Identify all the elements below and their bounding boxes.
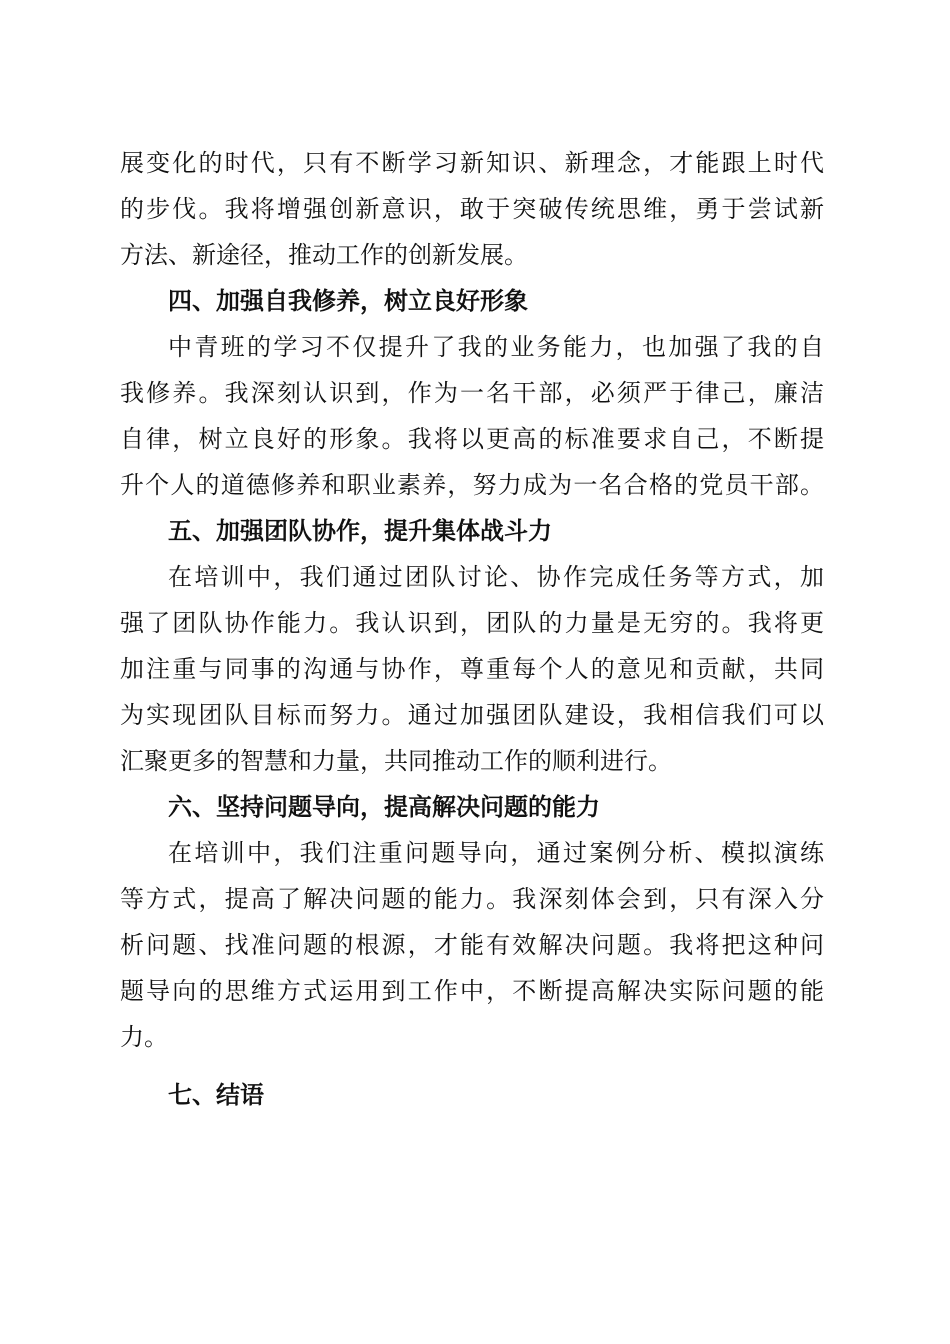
paragraph-line: 在培训中，我们注重问题导向，通过案例分析、模拟演练 [168,839,824,867]
paragraph-line: 在培训中，我们通过团队讨论、协作完成任务等方式，加 [168,563,824,591]
paragraph-line: 我修养。我深刻认识到，作为一名干部，必须严于律己，廉洁 [120,379,824,407]
paragraph [120,830,824,1060]
paragraph [120,324,824,508]
paragraph-line: 为实现团队目标而努力。通过加强团队建设，我相信我们可以 [120,701,824,729]
paragraph-line: 等方式，提高了解决问题的能力。我深刻体会到，只有深入分 [120,885,824,913]
section-heading: 四、加强自我修养，树立良好形象 [168,287,528,315]
paragraph [120,140,824,278]
paragraph-line: 题导向的思维方式运用到工作中，不断提高解决实际问题的能 [120,977,824,1005]
paragraph-line: 力。 [120,1023,168,1051]
paragraph-line: 展变化的时代，只有不断学习新知识、新理念，才能跟上时代 [120,149,824,177]
paragraph-line: 中青班的学习不仅提升了我的业务能力，也加强了我的自 [168,333,824,361]
paragraph-line: 汇聚更多的智慧和力量，共同推动工作的顺利进行。 [120,747,672,775]
section-heading: 七、结语 [168,1081,264,1109]
paragraph-line: 加注重与同事的沟通与协作，尊重每个人的意见和贡献，共同 [120,655,824,683]
paragraph-line: 析问题、找准问题的根源，才能有效解决问题。我将把这种问 [120,931,824,959]
paragraph-line: 强了团队协作能力。我认识到，团队的力量是无穷的。我将更 [120,609,824,637]
section-heading: 五、加强团队协作，提升集体战斗力 [168,517,552,545]
section-heading: 六、坚持问题导向，提高解决问题的能力 [168,793,600,821]
paragraph-line: 升个人的道德修养和职业素养，努力成为一名合格的党员干部。 [120,471,824,499]
paragraph-line: 的步伐。我将增强创新意识，敢于突破传统思维，勇于尝试新 [120,195,824,223]
document-body [120,140,824,1118]
paragraph [120,554,824,784]
paragraph-line: 自律，树立良好的形象。我将以更高的标准要求自己，不断提 [120,425,824,453]
paragraph-line: 方法、新途径，推动工作的创新发展。 [120,241,528,269]
